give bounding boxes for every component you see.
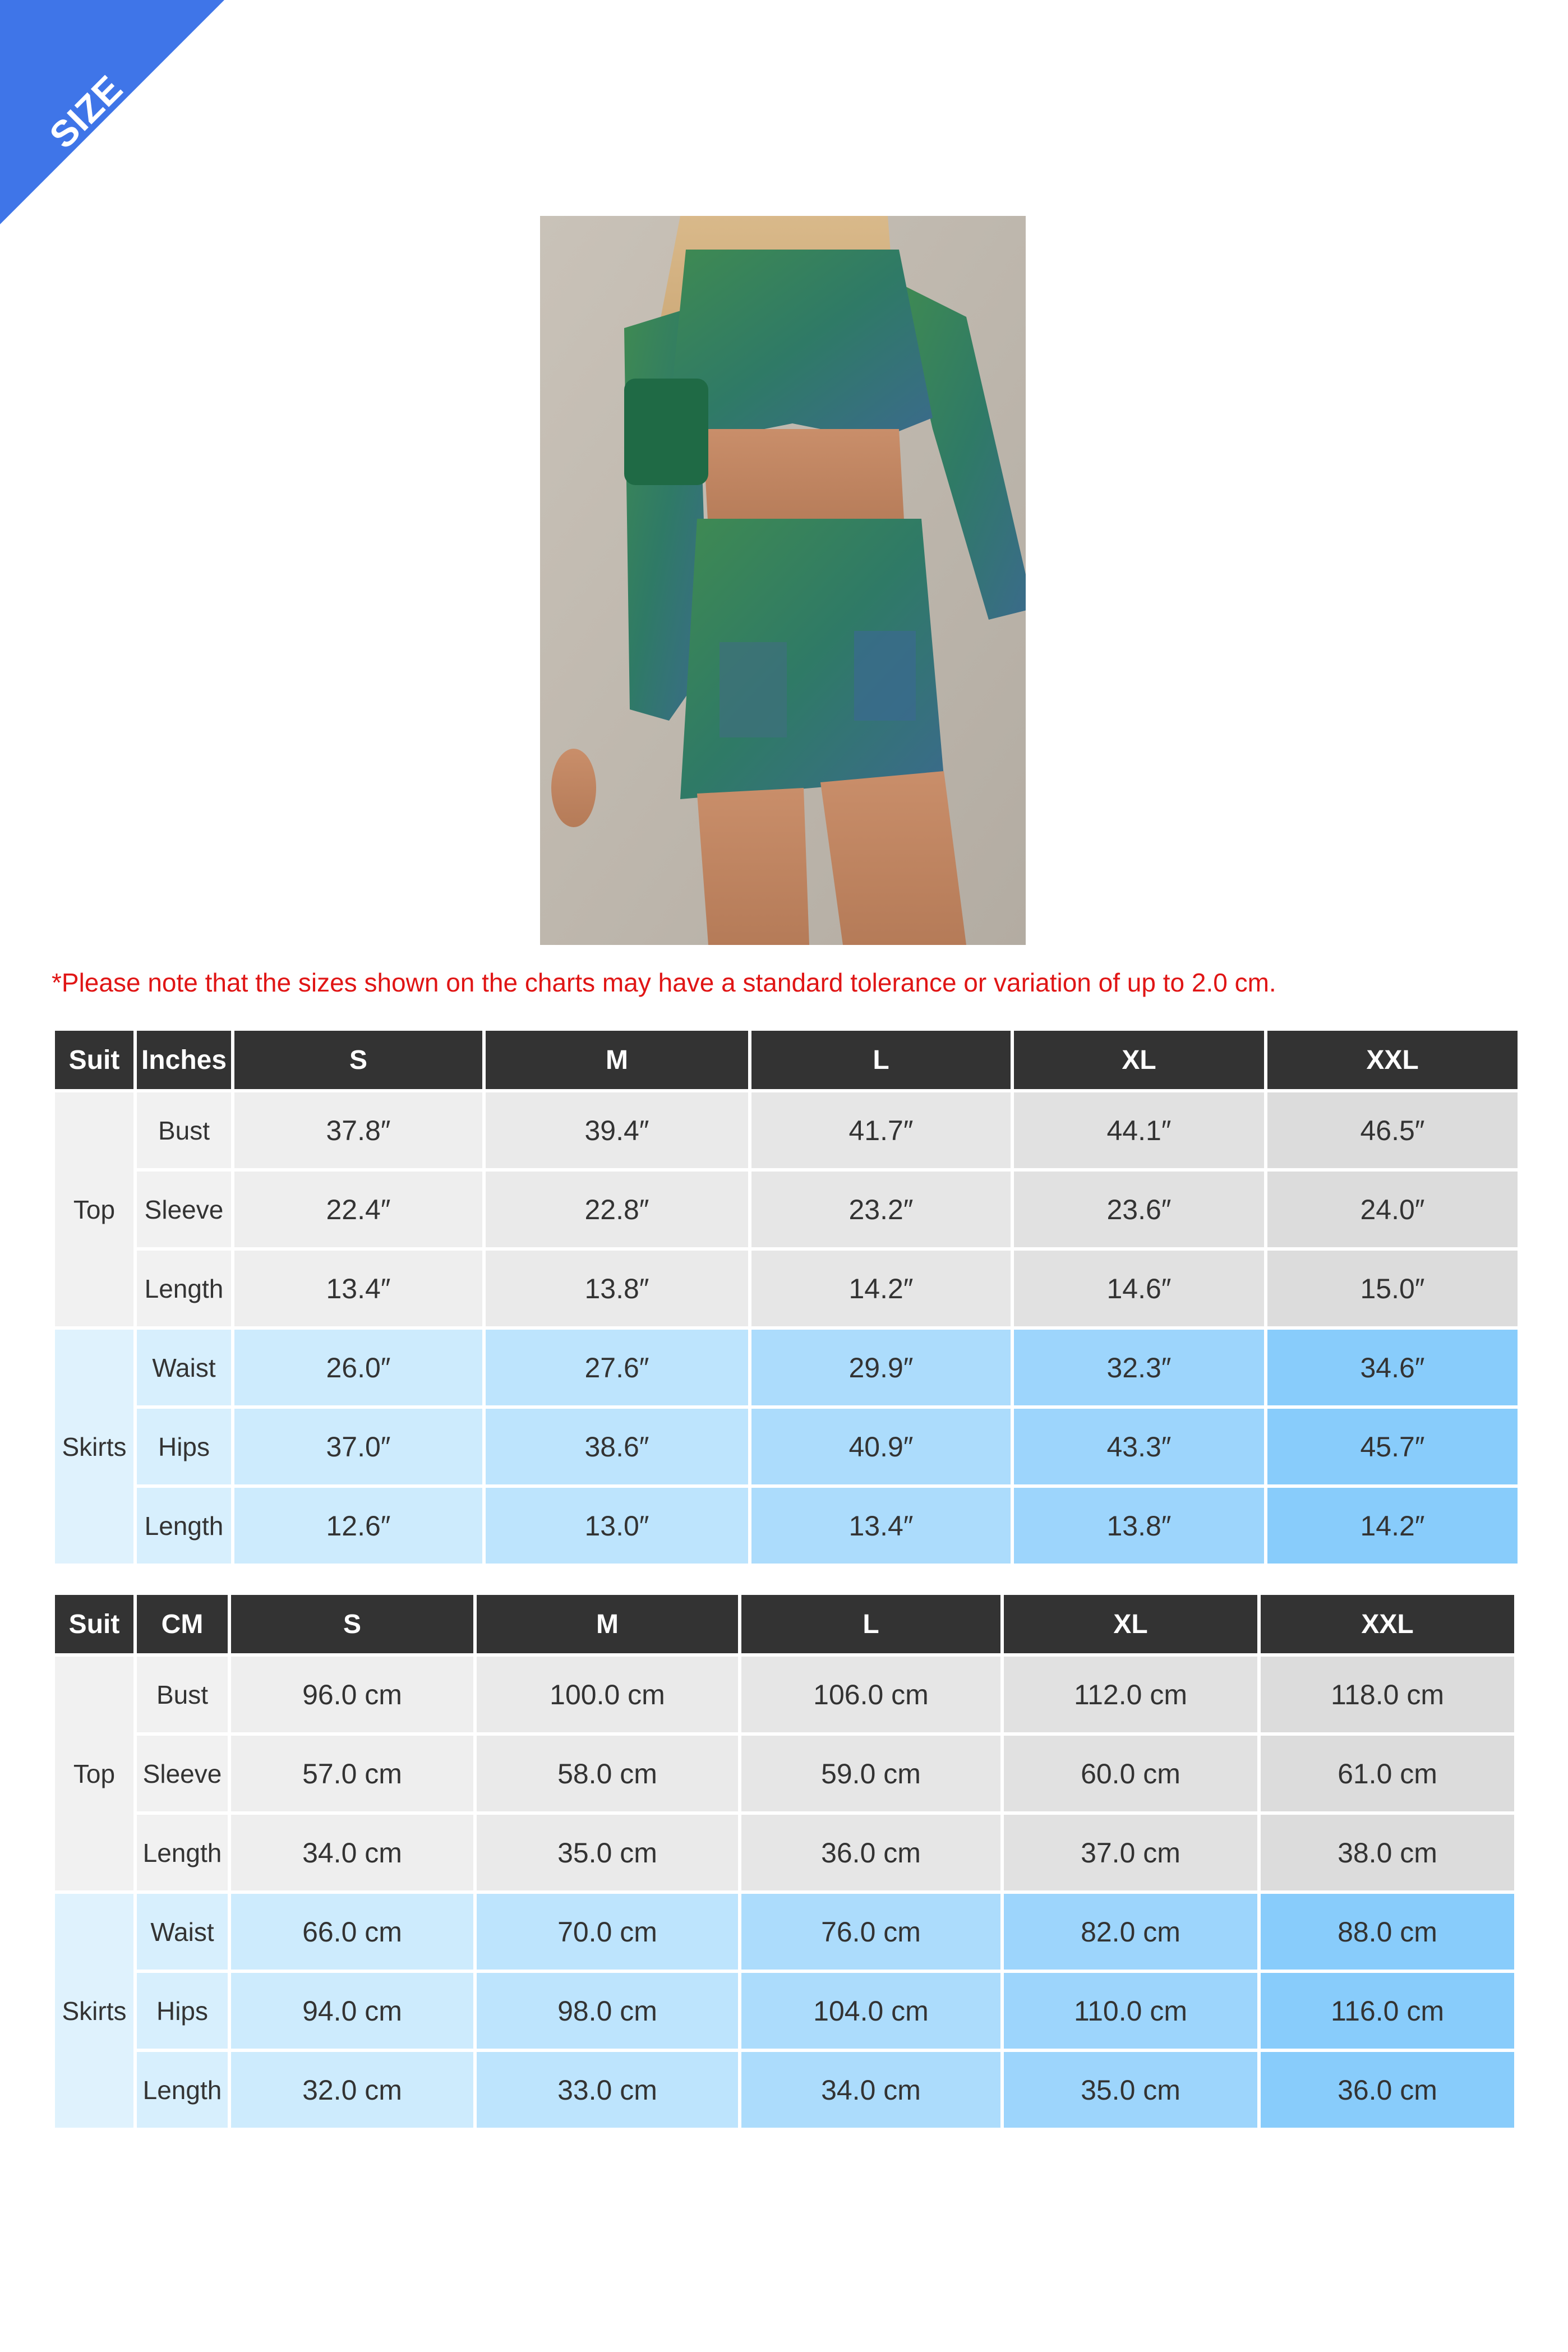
- table-cell: 104.0 cm: [741, 1973, 1000, 2049]
- table-cell: 76.0 cm: [741, 1894, 1000, 1970]
- table-cell: 14.6″: [1014, 1251, 1264, 1326]
- table-cell: 33.0 cm: [477, 2052, 738, 2128]
- row-label: Length: [137, 1488, 231, 1564]
- table-cell: 118.0 cm: [1261, 1657, 1514, 1732]
- table-cell: 45.7″: [1267, 1409, 1518, 1484]
- row-label: Length: [137, 1815, 228, 1890]
- corner-label: SIZE CHART: [41, 67, 178, 204]
- table-cell: 44.1″: [1014, 1092, 1264, 1168]
- header-size-m: M: [486, 1031, 748, 1089]
- table-cell: 27.6″: [486, 1330, 748, 1405]
- header-size-m: M: [477, 1595, 738, 1653]
- table-cell: 88.0 cm: [1261, 1894, 1514, 1970]
- table-cell: 23.6″: [1014, 1172, 1264, 1247]
- table-row: [55, 1657, 1514, 1732]
- row-label: Waist: [137, 1330, 231, 1405]
- header-size-l: L: [741, 1595, 1000, 1653]
- table-cell: 13.0″: [486, 1488, 748, 1564]
- tolerance-note: *Please note that the sizes shown on the charts may have a standard tolerance or variation of up to 2.0 cm.: [52, 968, 1276, 997]
- table-cell: 41.7″: [751, 1092, 1011, 1168]
- header-unit: CM: [137, 1595, 228, 1653]
- table-row: [55, 1815, 1514, 1890]
- table-row: [55, 1973, 1514, 2049]
- table-cell: 14.2″: [1267, 1488, 1518, 1564]
- table-cell: 70.0 cm: [477, 1894, 738, 1970]
- table-row: [55, 1894, 1514, 1970]
- cm-size-table: [52, 1592, 1518, 2131]
- table-cell: 112.0 cm: [1004, 1657, 1257, 1732]
- table-cell: 58.0 cm: [477, 1736, 738, 1811]
- header-unit: Inches: [137, 1031, 231, 1089]
- table-cell: 116.0 cm: [1261, 1973, 1514, 2049]
- table-cell: 34.6″: [1267, 1330, 1518, 1405]
- table-cell: 15.0″: [1267, 1251, 1518, 1326]
- table-row: [55, 1092, 1518, 1168]
- table-cell: 34.0 cm: [231, 1815, 473, 1890]
- row-label: Hips: [137, 1409, 231, 1484]
- table-row: [55, 1409, 1518, 1484]
- table-cell: 35.0 cm: [477, 1815, 738, 1890]
- table-cell: 36.0 cm: [1261, 2052, 1514, 2128]
- table-cell: 110.0 cm: [1004, 1973, 1257, 2049]
- size-chart-corner-badge: [0, 0, 224, 224]
- group-label-skirts: Skirts: [55, 1894, 133, 2128]
- table-header-row: [55, 1595, 1514, 1653]
- table-cell: 82.0 cm: [1004, 1894, 1257, 1970]
- table-cell: 43.3″: [1014, 1409, 1264, 1484]
- table-cell: 37.0 cm: [1004, 1815, 1257, 1890]
- table-cell: 39.4″: [486, 1092, 748, 1168]
- table-cell: 61.0 cm: [1261, 1736, 1514, 1811]
- table-row: [55, 1172, 1518, 1247]
- product-photo-illustration: [540, 216, 1026, 945]
- row-label: Bust: [137, 1657, 228, 1732]
- table-cell: 23.2″: [751, 1172, 1011, 1247]
- table-cell: 34.0 cm: [741, 2052, 1000, 2128]
- header-size-xxl: XXL: [1267, 1031, 1518, 1089]
- row-label: Bust: [137, 1092, 231, 1168]
- table-cell: 32.3″: [1014, 1330, 1264, 1405]
- table-cell: 29.9″: [751, 1330, 1011, 1405]
- table-cell: 36.0 cm: [741, 1815, 1000, 1890]
- group-label-skirts: Skirts: [55, 1330, 133, 1564]
- row-label: Waist: [137, 1894, 228, 1970]
- table-cell: 13.4″: [751, 1488, 1011, 1564]
- table-row: [55, 1488, 1518, 1564]
- table-cell: 59.0 cm: [741, 1736, 1000, 1811]
- header-size-l: L: [751, 1031, 1011, 1089]
- header-size-s: S: [234, 1031, 482, 1089]
- table-row: [55, 1736, 1514, 1811]
- table-cell: 13.8″: [486, 1251, 748, 1326]
- table-cell: 94.0 cm: [231, 1973, 473, 2049]
- table-cell: 14.2″: [751, 1251, 1011, 1326]
- table-cell: 106.0 cm: [741, 1657, 1000, 1732]
- table-cell: 46.5″: [1267, 1092, 1518, 1168]
- table-row: [55, 1330, 1518, 1405]
- table-cell: 24.0″: [1267, 1172, 1518, 1247]
- row-label: Length: [137, 2052, 228, 2128]
- group-label-top: Top: [55, 1657, 133, 1890]
- table-cell: 22.4″: [234, 1172, 482, 1247]
- table-cell: 13.4″: [234, 1251, 482, 1326]
- table-cell: 66.0 cm: [231, 1894, 473, 1970]
- table-cell: 37.8″: [234, 1092, 482, 1168]
- table-cell: 37.0″: [234, 1409, 482, 1484]
- header-size-s: S: [231, 1595, 473, 1653]
- header-size-xxl: XXL: [1261, 1595, 1514, 1653]
- table-cell: 13.8″: [1014, 1488, 1264, 1564]
- table-row: [55, 2052, 1514, 2128]
- row-label: Length: [137, 1251, 231, 1326]
- inches-size-table: [52, 1027, 1521, 1567]
- header-suit: Suit: [55, 1031, 133, 1089]
- table-cell: 32.0 cm: [231, 2052, 473, 2128]
- table-cell: 12.6″: [234, 1488, 482, 1564]
- header-size-xl: XL: [1014, 1031, 1264, 1089]
- table-cell: 60.0 cm: [1004, 1736, 1257, 1811]
- table-cell: 35.0 cm: [1004, 2052, 1257, 2128]
- product-photo: [540, 216, 1026, 945]
- header-size-xl: XL: [1004, 1595, 1257, 1653]
- table-cell: 100.0 cm: [477, 1657, 738, 1732]
- table-cell: 57.0 cm: [231, 1736, 473, 1811]
- table-cell: 26.0″: [234, 1330, 482, 1405]
- row-label: Hips: [137, 1973, 228, 2049]
- row-label: Sleeve: [137, 1172, 231, 1247]
- table-cell: 38.0 cm: [1261, 1815, 1514, 1890]
- table-cell: 98.0 cm: [477, 1973, 738, 2049]
- table-cell: 22.8″: [486, 1172, 748, 1247]
- table-row: [55, 1251, 1518, 1326]
- table-cell: 96.0 cm: [231, 1657, 473, 1732]
- row-label: Sleeve: [137, 1736, 228, 1811]
- table-header-row: [55, 1031, 1518, 1089]
- group-label-top: Top: [55, 1092, 133, 1326]
- table-cell: 40.9″: [751, 1409, 1011, 1484]
- table-cell: 38.6″: [486, 1409, 748, 1484]
- header-suit: Suit: [55, 1595, 133, 1653]
